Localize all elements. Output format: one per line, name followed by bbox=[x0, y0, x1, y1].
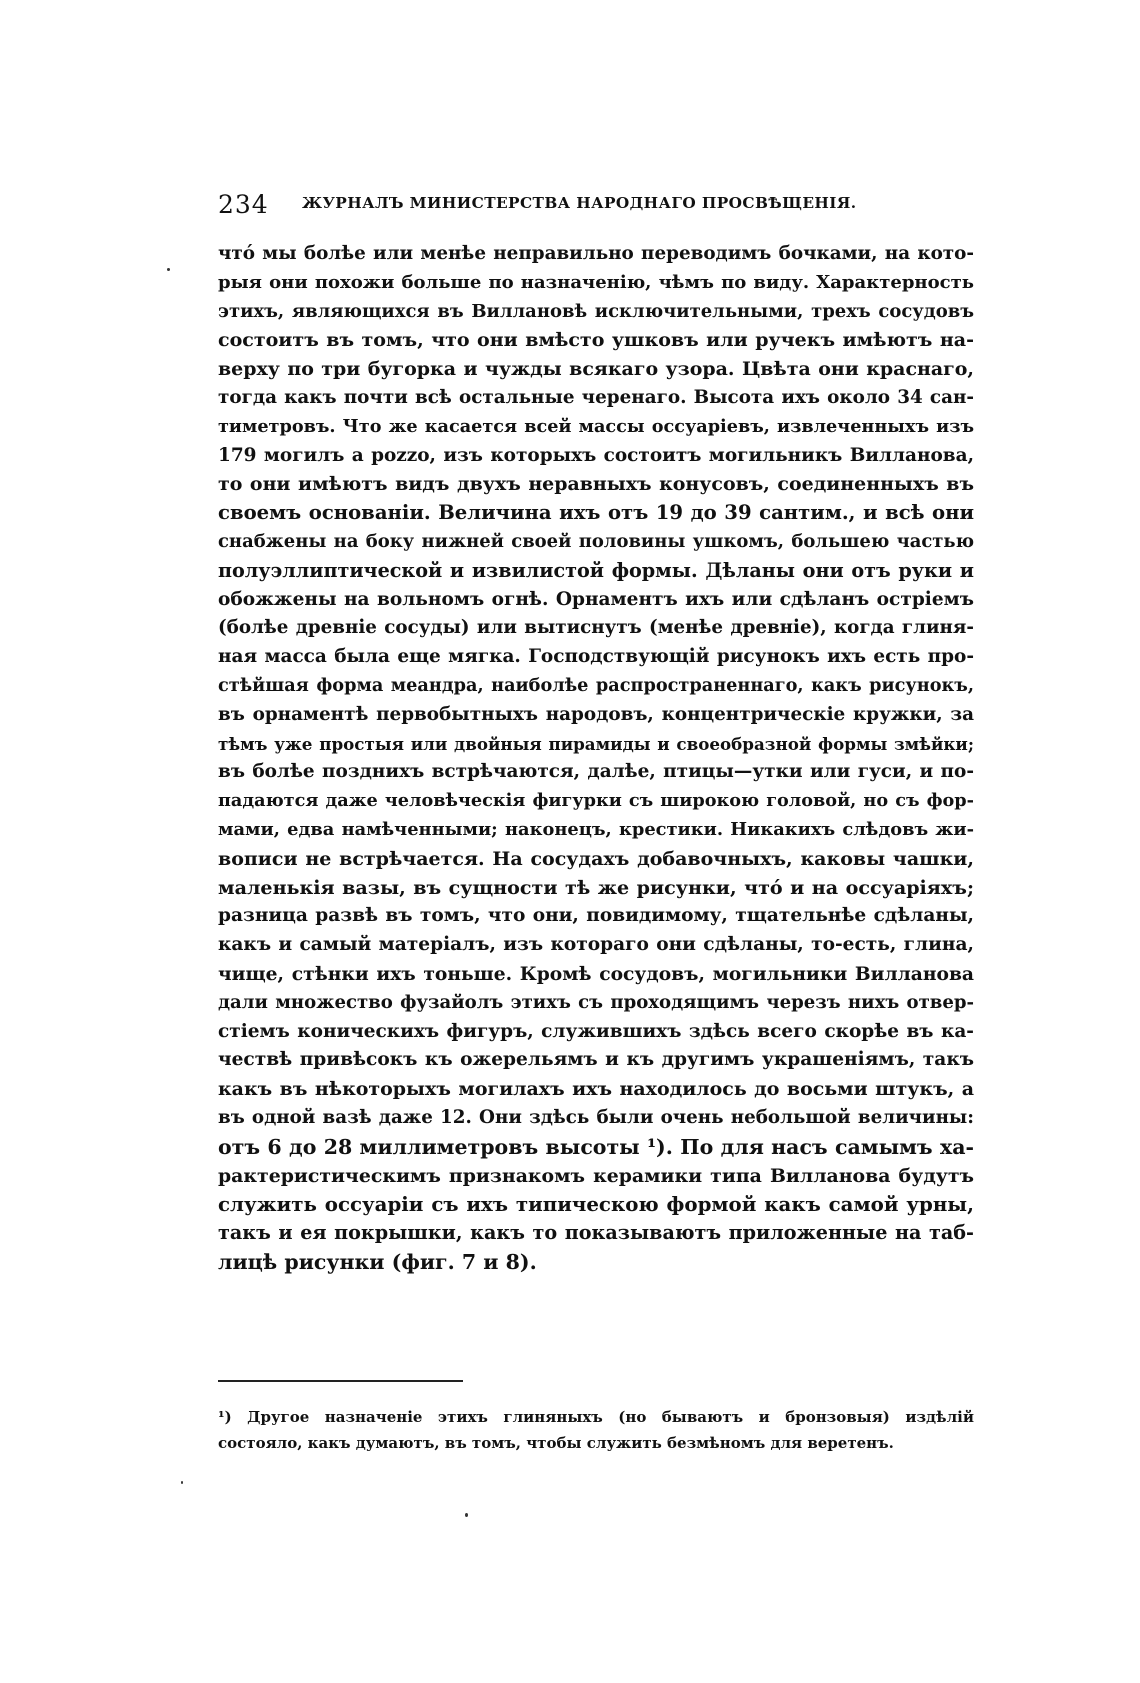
text-line: снабжены на боку нижней своей половины ушкомъ, большею частью bbox=[218, 530, 974, 552]
text-line: падаются даже человѣческія фигурки съ широкою головой, но съ фор- bbox=[218, 790, 974, 812]
text-line: обожжены на вольномъ огнѣ. Орнаментъ ихъ или сдѣланъ остріемъ bbox=[218, 588, 974, 610]
text-line: въ болѣе позднихъ встрѣчаются, далѣе, птицы—утки или гуси, и по- bbox=[218, 761, 974, 783]
text-line: 179 могилъ a pozzo, изъ которыхъ состоитъ могильникъ Вилланова, bbox=[218, 444, 974, 466]
text-line: рыя они похожи больше по назначенію, чѣмъ по виду. Характерность bbox=[218, 271, 974, 293]
scan-speck bbox=[167, 268, 170, 271]
text-line: верху по три бугорка и чужды всякаго узора. Цвѣта они краснаго, bbox=[218, 358, 974, 381]
text-line: лицѣ рисунки (фиг. 7 и 8). bbox=[218, 1249, 537, 1274]
text-line: состоитъ въ томъ, что они вмѣсто ушковъ или ручекъ имѣютъ на- bbox=[218, 329, 974, 352]
text-line: служить оссуаріи съ ихъ типическою формой какъ самой урны, bbox=[218, 1192, 974, 1217]
text-line: чище, стѣнки ихъ тоньше. Кромѣ сосудовъ, могильники Вилланова bbox=[218, 962, 974, 985]
text-line: въ орнаментѣ первобытныхъ народовъ, концентрическіе кружки, за bbox=[218, 703, 974, 725]
text-line: рактеристическимъ признакомъ керамики типа Вилланова будутъ bbox=[218, 1164, 974, 1187]
text-line: маленькія вазы, въ сущности тѣ же рисунки, чтó и на оссуаріяхъ; bbox=[218, 875, 974, 899]
text-line: своемъ основаніи. Величина ихъ отъ 19 до 39 сантим., и всѣ они bbox=[218, 501, 974, 525]
text-line: какъ въ нѣкоторыхъ могилахъ ихъ находилось до восьми штукъ, а bbox=[218, 1078, 974, 1101]
footnote-line: ¹) Другое назначеніе этихъ глиняныхъ (но бываютъ и бронзовыя) издѣлій bbox=[218, 1408, 974, 1426]
text-line: въ одной вазѣ даже 12. Они здѣсь были очень небольшой величины: bbox=[218, 1106, 974, 1128]
footnotes bbox=[218, 1404, 974, 1456]
text-line: стѣйшая форма меандра, наиболѣе распространеннаго, какъ рисунокъ, bbox=[218, 674, 974, 696]
text-line: (болѣе древніе сосуды) или вытиснутъ (менѣе древніе), когда глиня- bbox=[218, 617, 974, 639]
text-line: отъ 6 до 28 миллиметровъ высоты ¹). По для насъ самымъ ха- bbox=[218, 1134, 974, 1159]
body-text bbox=[218, 240, 974, 1277]
page-number: 234 bbox=[218, 190, 269, 219]
text-line: тиметровъ. Что же касается всей массы оссуаріевъ, извлеченныхъ изъ bbox=[218, 415, 974, 437]
text-line: стіемъ коническихъ фигуръ, служившихъ здѣсь всего скорѣе въ ка- bbox=[218, 1020, 974, 1042]
text-line: чествѣ привѣсокъ къ ожерельямъ и къ другимъ украшеніямъ, такъ bbox=[218, 1049, 974, 1071]
journal-title: ЖУРНАЛЪ МИНИСТЕРСТВА НАРОДНАГО ПРОСВѢЩЕНІЯ. bbox=[302, 194, 857, 212]
text-line: какъ и самый матеріалъ, изъ котораго они сдѣланы, то-есть, глина, bbox=[218, 934, 974, 956]
text-line: дали множество фузайолъ этихъ съ проходящимъ черезъ нихъ отвер- bbox=[218, 991, 974, 1013]
text-line: разница развѣ въ томъ, что они, повидимому, тщательнѣе сдѣланы, bbox=[218, 905, 974, 927]
text-line: полуэллиптической и извилистой формы. Дѣланы они отъ руки и bbox=[218, 558, 974, 582]
running-head bbox=[218, 190, 974, 220]
text-line: тогда какъ почти всѣ остальные черенаго. Высота ихъ около 34 сан- bbox=[218, 386, 974, 408]
footnote-divider bbox=[218, 1380, 463, 1382]
scan-speck bbox=[181, 1481, 183, 1484]
text-line: ная масса была еще мягка. Господствующій рисунокъ ихъ есть про- bbox=[218, 646, 974, 668]
scan-speck bbox=[465, 1513, 468, 1517]
text-line: то они имѣютъ видъ двухъ неравныхъ конусовъ, соединенныхъ въ bbox=[218, 473, 974, 496]
text-line: тѣмъ уже простыя или двойныя пирамиды и своеобразной формы змѣйки; bbox=[218, 733, 974, 754]
text-line: мами, едва намѣченными; наконецъ, крестики. Никакихъ слѣдовъ жи- bbox=[218, 818, 974, 840]
footnote-line: состояло, какъ думаютъ, въ томъ, чтобы служить безмѣномъ для веретенъ. bbox=[218, 1434, 894, 1452]
text-line: вописи не встрѣчается. На сосудахъ добавочныхъ, каковы чашки, bbox=[218, 847, 974, 870]
text-line: чтó мы болѣе или менѣе неправильно переводимъ бочками, на кото- bbox=[218, 243, 974, 264]
text-line: этихъ, являющихся въ Виллановѣ исключительными, трехъ сосудовъ bbox=[218, 300, 974, 322]
text-line: такъ и ея покрышки, какъ то показываютъ приложенные на таб- bbox=[218, 1221, 974, 1245]
